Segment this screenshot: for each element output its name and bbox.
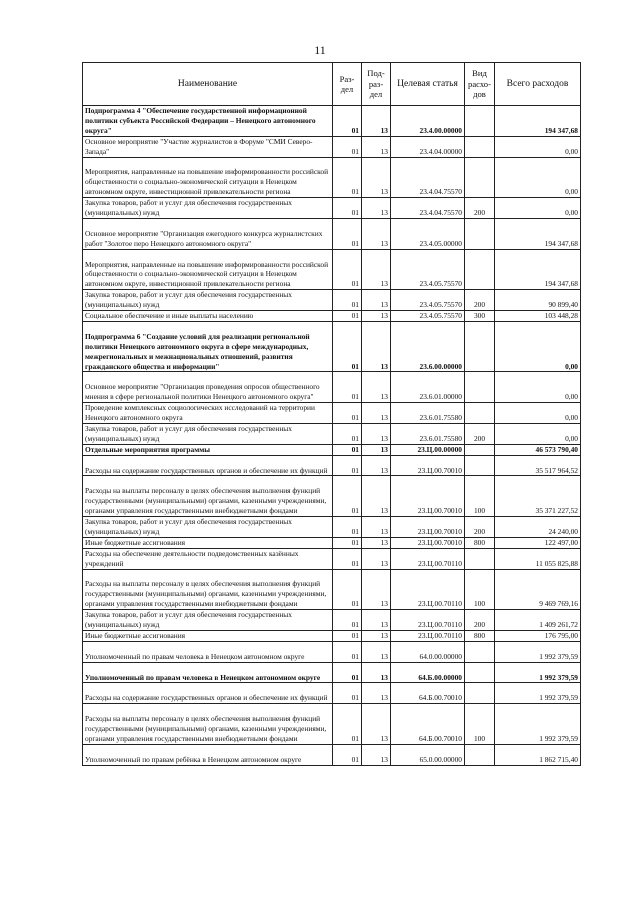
row-name: Расходы на выплаты персоналу в целях обеспечения выполнения функций государственными (муниципальными) органами, казенными учреждениями, органами управления государственными внебюджетными фондами <box>83 704 333 745</box>
row-amount: 0,00 <box>495 321 581 372</box>
row-amount: 9 469 769,16 <box>495 569 581 610</box>
row-amount: 0,00 <box>495 403 581 424</box>
row-celevaya-statya: 64.Б.00.70010 <box>391 683 465 704</box>
row-razdel: 01 <box>333 704 362 745</box>
row-name: Подпрограмма 4 "Обеспечение государственной информационной политики субъекта Российской Федерации – Ненецкого автономного округа" <box>83 106 333 137</box>
row-name: Подпрограмма 6 "Создание условий для реализации региональной политики Ненецкого автономного округа в сфере международных, межрегиональных и межнациональных отношений, развития гражданского общества и информации" <box>83 321 333 372</box>
row-vid-rashodov <box>465 218 495 249</box>
header-name: Наименование <box>83 63 333 106</box>
row-celevaya-statya: 23.Ц.00.00000 <box>391 444 465 455</box>
row-celevaya-statya: 23.4.04.75570 <box>391 198 465 219</box>
row-name: Закупка товаров, работ и услуг для обеспечения государственных (муниципальных) нужд <box>83 290 333 311</box>
row-vid-rashodov: 800 <box>465 537 495 548</box>
row-razdel: 01 <box>333 157 362 198</box>
row-razdel: 01 <box>333 290 362 311</box>
row-name: Основное мероприятие "Организация проведения опросов общественного мнения в сфере региональной политики Ненецкого автономного округа" <box>83 372 333 403</box>
row-razdel: 01 <box>333 311 362 322</box>
row-vid-rashodov <box>465 403 495 424</box>
row-vid-rashodov: 200 <box>465 198 495 219</box>
table-row <box>83 476 581 517</box>
row-name: Закупка товаров, работ и услуг для обеспечения государственных (муниципальных) нужд <box>83 517 333 538</box>
row-vid-rashodov: 100 <box>465 704 495 745</box>
row-vid-rashodov: 200 <box>465 610 495 631</box>
row-razdel: 01 <box>333 249 362 290</box>
table-row <box>83 198 581 219</box>
row-podrazdel: 13 <box>362 569 391 610</box>
row-vid-rashodov <box>465 662 495 683</box>
row-amount: 1 992 379,59 <box>495 641 581 662</box>
table-row <box>83 311 581 322</box>
row-vid-rashodov: 100 <box>465 476 495 517</box>
table-row <box>83 218 581 249</box>
row-name: Расходы на выплаты персоналу в целях обеспечения выполнения функций государственными (муниципальными) органами, казенными учреждениями, органами управления государственными внебюджетными фондами <box>83 476 333 517</box>
table-row <box>83 662 581 683</box>
row-amount: 90 899,40 <box>495 290 581 311</box>
row-podrazdel: 13 <box>362 683 391 704</box>
row-podrazdel: 13 <box>362 641 391 662</box>
row-podrazdel: 13 <box>362 106 391 137</box>
row-amount: 1 862 715,40 <box>495 744 581 765</box>
row-podrazdel: 13 <box>362 548 391 569</box>
table-row <box>83 548 581 569</box>
row-amount: 1 409 261,72 <box>495 610 581 631</box>
header-total: Всего расходов <box>495 63 581 106</box>
row-podrazdel: 13 <box>362 321 391 372</box>
row-razdel: 01 <box>333 662 362 683</box>
table-row <box>83 290 581 311</box>
row-vid-rashodov <box>465 249 495 290</box>
table-row <box>83 704 581 745</box>
row-name: Проведение комплексных социологических исследований на территории Ненецкого автономного округа <box>83 403 333 424</box>
row-celevaya-statya: 23.6.00.00000 <box>391 321 465 372</box>
row-amount: 194 347,68 <box>495 218 581 249</box>
row-podrazdel: 13 <box>362 218 391 249</box>
row-vid-rashodov <box>465 106 495 137</box>
row-amount: 35 517 964,52 <box>495 455 581 476</box>
row-razdel: 01 <box>333 444 362 455</box>
row-amount: 35 371 227,52 <box>495 476 581 517</box>
row-podrazdel: 13 <box>362 311 391 322</box>
row-name: Расходы на содержание государственных органов и обеспечение их функций <box>83 455 333 476</box>
table-row <box>83 136 581 157</box>
row-celevaya-statya: 64.0.00.00000 <box>391 641 465 662</box>
row-vid-rashodov <box>465 444 495 455</box>
row-podrazdel: 13 <box>362 537 391 548</box>
row-name: Иные бюджетные ассигнования <box>83 537 333 548</box>
header-podrazdel: Под- раз- дел <box>362 63 391 106</box>
row-razdel: 01 <box>333 744 362 765</box>
row-amount: 103 448,28 <box>495 311 581 322</box>
row-vid-rashodov <box>465 641 495 662</box>
row-amount: 1 992 379,59 <box>495 704 581 745</box>
table-row <box>83 610 581 631</box>
row-podrazdel: 13 <box>362 630 391 641</box>
row-razdel: 01 <box>333 423 362 444</box>
row-razdel: 01 <box>333 630 362 641</box>
row-amount: 194 347,68 <box>495 249 581 290</box>
row-podrazdel: 13 <box>362 157 391 198</box>
row-razdel: 01 <box>333 321 362 372</box>
row-celevaya-statya: 64.Б.00.00000 <box>391 662 465 683</box>
row-razdel: 01 <box>333 198 362 219</box>
header-vid-rashodov: Вид расхо- дов <box>465 63 495 106</box>
row-amount: 0,00 <box>495 423 581 444</box>
row-name: Иные бюджетные ассигнования <box>83 630 333 641</box>
row-vid-rashodov: 200 <box>465 517 495 538</box>
row-razdel: 01 <box>333 537 362 548</box>
row-celevaya-statya: 23.4.00.00000 <box>391 106 465 137</box>
row-celevaya-statya: 23.4.05.75570 <box>391 249 465 290</box>
row-name: Уполномоченный по правам человека в Ненецком автономном округе <box>83 662 333 683</box>
row-celevaya-statya: 65.0.00.00000 <box>391 744 465 765</box>
expenditure-table <box>82 62 581 766</box>
row-celevaya-statya: 23.4.05.75570 <box>391 290 465 311</box>
row-celevaya-statya: 23.Ц.00.70010 <box>391 517 465 538</box>
row-celevaya-statya: 23.Ц.00.70110 <box>391 610 465 631</box>
header-razdel: Раз- дел <box>333 63 362 106</box>
table-row <box>83 249 581 290</box>
row-podrazdel: 13 <box>362 476 391 517</box>
row-celevaya-statya: 23.Ц.00.70110 <box>391 569 465 610</box>
row-razdel: 01 <box>333 641 362 662</box>
table-row <box>83 744 581 765</box>
table-row <box>83 372 581 403</box>
table-row <box>83 569 581 610</box>
table-header-row <box>83 63 581 106</box>
table-row <box>83 423 581 444</box>
row-podrazdel: 13 <box>362 372 391 403</box>
row-razdel: 01 <box>333 106 362 137</box>
row-celevaya-statya: 23.4.05.00000 <box>391 218 465 249</box>
row-name: Уполномоченный по правам ребёнка в Ненецком автономном округе <box>83 744 333 765</box>
row-podrazdel: 13 <box>362 704 391 745</box>
row-podrazdel: 13 <box>362 444 391 455</box>
row-name: Социальное обеспечение и иные выплаты населению <box>83 311 333 322</box>
row-name: Закупка товаров, работ и услуг для обеспечения государственных (муниципальных) нужд <box>83 610 333 631</box>
row-podrazdel: 13 <box>362 662 391 683</box>
table-body <box>83 106 581 766</box>
row-name: Закупка товаров, работ и услуг для обеспечения государственных (муниципальных) нужд <box>83 198 333 219</box>
row-celevaya-statya: 23.6.01.75580 <box>391 423 465 444</box>
row-vid-rashodov <box>465 157 495 198</box>
row-vid-rashodov <box>465 136 495 157</box>
row-razdel: 01 <box>333 136 362 157</box>
row-vid-rashodov <box>465 683 495 704</box>
row-celevaya-statya: 23.4.04.75570 <box>391 157 465 198</box>
table-row <box>83 641 581 662</box>
row-name: Расходы на обеспечение деятельности подведомственных казённых учреждений <box>83 548 333 569</box>
row-razdel: 01 <box>333 455 362 476</box>
page-number: 11 <box>314 43 326 57</box>
row-vid-rashodov: 100 <box>465 569 495 610</box>
row-vid-rashodov <box>465 455 495 476</box>
row-vid-rashodov: 200 <box>465 290 495 311</box>
row-podrazdel: 13 <box>362 198 391 219</box>
row-celevaya-statya: 23.Ц.00.70010 <box>391 476 465 517</box>
row-celevaya-statya: 23.6.01.00000 <box>391 372 465 403</box>
row-podrazdel: 13 <box>362 290 391 311</box>
row-celevaya-statya: 23.4.04.00000 <box>391 136 465 157</box>
row-vid-rashodov <box>465 548 495 569</box>
table-row <box>83 157 581 198</box>
row-celevaya-statya: 23.4.05.75570 <box>391 311 465 322</box>
row-amount: 176 795,00 <box>495 630 581 641</box>
header-celevaya-statya: Целевая статья <box>391 63 465 106</box>
row-amount: 0,00 <box>495 372 581 403</box>
row-amount: 24 240,00 <box>495 517 581 538</box>
row-amount: 46 573 790,40 <box>495 444 581 455</box>
row-vid-rashodov <box>465 744 495 765</box>
table-row <box>83 455 581 476</box>
table-row <box>83 444 581 455</box>
row-podrazdel: 13 <box>362 423 391 444</box>
row-celevaya-statya: 23.6.01.75580 <box>391 403 465 424</box>
table-row <box>83 321 581 372</box>
row-podrazdel: 13 <box>362 517 391 538</box>
row-name: Уполномоченный по правам человека в Ненецком автономном округе <box>83 641 333 662</box>
row-podrazdel: 13 <box>362 136 391 157</box>
row-vid-rashodov <box>465 372 495 403</box>
row-vid-rashodov: 200 <box>465 423 495 444</box>
row-razdel: 01 <box>333 476 362 517</box>
row-name: Мероприятия, направленные на повышение информированности российской общественности о социально-экономической ситуации в Ненецком автономном округе, инвестиционной привлекательности региона <box>83 157 333 198</box>
row-razdel: 01 <box>333 610 362 631</box>
row-celevaya-statya: 23.Ц.00.70110 <box>391 630 465 641</box>
table-row <box>83 517 581 538</box>
row-name: Мероприятия, направленные на повышение информированности российской общественности о социально-экономической ситуации в Ненецком автономном округе, инвестиционной привлекательности региона <box>83 249 333 290</box>
row-amount: 194 347,68 <box>495 106 581 137</box>
row-razdel: 01 <box>333 218 362 249</box>
row-podrazdel: 13 <box>362 249 391 290</box>
row-amount: 1 992 379,59 <box>495 662 581 683</box>
table-row <box>83 683 581 704</box>
table-row <box>83 537 581 548</box>
row-amount: 0,00 <box>495 157 581 198</box>
row-podrazdel: 13 <box>362 455 391 476</box>
row-celevaya-statya: 23.Ц.00.70110 <box>391 548 465 569</box>
row-name: Расходы на выплаты персоналу в целях обеспечения выполнения функций государственными (муниципальными) органами, казенными учреждениями, органами управления государственными внебюджетными фондами <box>83 569 333 610</box>
row-celevaya-statya: 23.Ц.00.70010 <box>391 455 465 476</box>
row-razdel: 01 <box>333 372 362 403</box>
row-amount: 0,00 <box>495 198 581 219</box>
row-amount: 11 055 825,88 <box>495 548 581 569</box>
row-razdel: 01 <box>333 517 362 538</box>
row-name: Отдельные мероприятия программы <box>83 444 333 455</box>
row-celevaya-statya: 23.Ц.00.70010 <box>391 537 465 548</box>
row-vid-rashodov: 800 <box>465 630 495 641</box>
row-name: Основное мероприятие "Участие журналистов в Форуме "СМИ Северо-Запада" <box>83 136 333 157</box>
row-amount: 1 992 379,59 <box>495 683 581 704</box>
row-razdel: 01 <box>333 403 362 424</box>
row-razdel: 01 <box>333 683 362 704</box>
row-vid-rashodov: 300 <box>465 311 495 322</box>
row-podrazdel: 13 <box>362 403 391 424</box>
table-row <box>83 403 581 424</box>
row-razdel: 01 <box>333 569 362 610</box>
row-amount: 122 497,00 <box>495 537 581 548</box>
row-celevaya-statya: 64.Б.00.70010 <box>391 704 465 745</box>
row-name: Основное мероприятие "Организация ежегодного конкурса журналистских работ "Золотое перо Ненецкого автономного округа" <box>83 218 333 249</box>
row-razdel: 01 <box>333 548 362 569</box>
table-row <box>83 106 581 137</box>
row-name: Закупка товаров, работ и услуг для обеспечения государственных (муниципальных) нужд <box>83 423 333 444</box>
row-vid-rashodov <box>465 321 495 372</box>
row-name: Расходы на содержание государственных органов и обеспечение их функций <box>83 683 333 704</box>
row-podrazdel: 13 <box>362 744 391 765</box>
table-row <box>83 630 581 641</box>
row-amount: 0,00 <box>495 136 581 157</box>
row-podrazdel: 13 <box>362 610 391 631</box>
